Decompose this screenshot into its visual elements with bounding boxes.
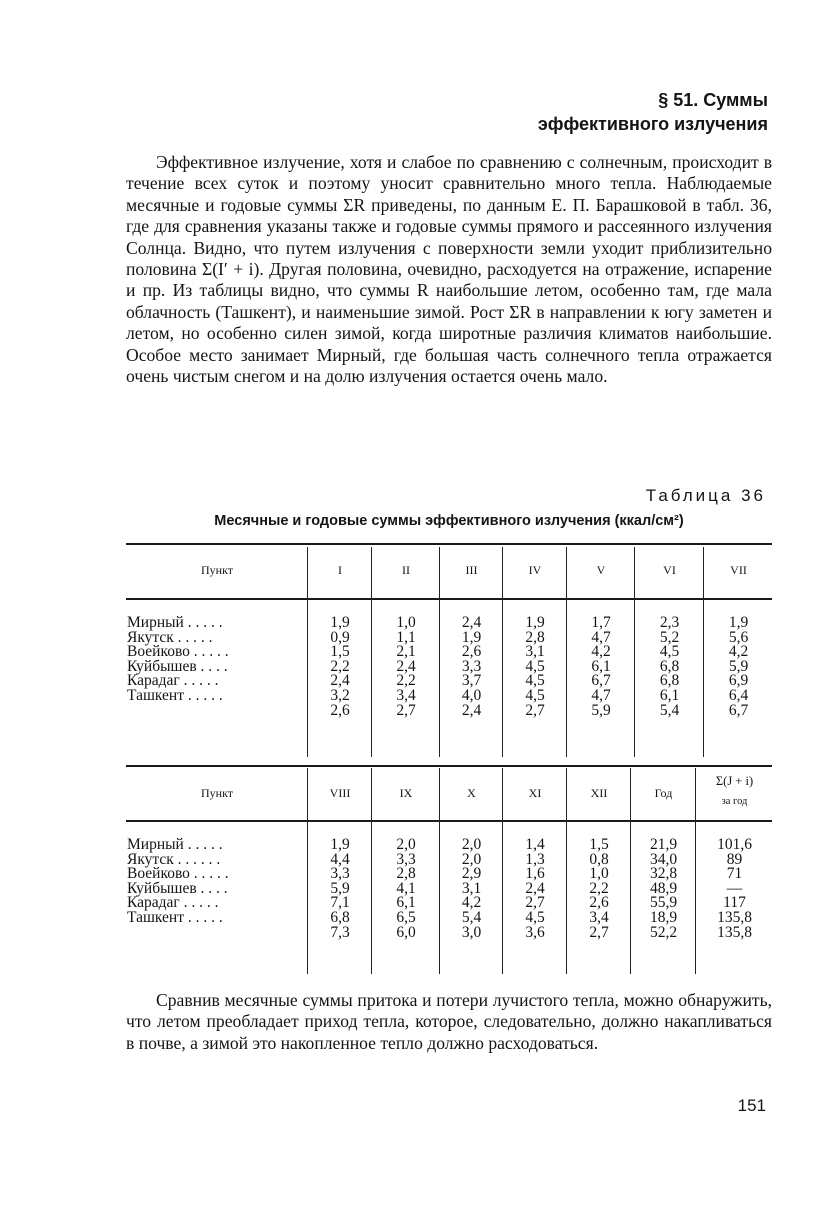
table1-col-divider [439,547,440,757]
table-cell: 1,5 [589,836,609,853]
table-cell: 1,9 [330,614,350,631]
table-cell: 2,2 [330,657,350,675]
table1-header-month: III [465,563,478,577]
table-cell: 1,0 [396,614,416,631]
table1-header-rule [126,598,772,600]
table-cell: 4,5 [525,672,545,690]
table1-col-divider [371,547,372,757]
table1-column-values [504,616,566,718]
table-cell: 2,2 [589,879,609,897]
station-name: Мирный . . . . . [127,614,223,631]
table-cell: 117 [723,894,746,912]
table-cell: 32,8 [649,865,678,883]
table2-col-divider [566,768,567,974]
table1-column-values [636,616,703,718]
table-cell: 4,5 [525,657,545,675]
table-cell: 2,7 [589,923,609,941]
table-cell: 2,9 [461,865,482,883]
section-heading-line1: § 51. Суммы [658,90,768,110]
table-cell: 3,3 [330,865,350,883]
table-cell: 1,6 [525,865,545,883]
table-cell: 2,6 [330,701,350,719]
station-name: Мирный . . . . . [127,836,223,853]
table1-column-values [373,616,439,718]
table1-col-divider [634,547,635,757]
table-cell: 4,4 [330,850,350,868]
station-name: Ташкент . . . . . [127,686,223,704]
page-number: 151 [737,1096,766,1115]
station-name: Карадаг . . . . . [127,672,219,690]
table-cell: 5,4 [461,908,482,926]
table-cell: 2,1 [396,643,416,661]
table-cell: 4,2 [461,894,482,912]
table-cell: 71 [726,865,743,883]
table-cell: 2,0 [461,836,482,853]
table2-header-year: Год [654,786,673,800]
table-cell: 4,5 [525,686,545,704]
table1-header-month: II [402,563,410,577]
table2-header-point: Пункт [200,786,233,800]
table-cell: 5,2 [659,628,680,646]
table2-header-month: XII [590,786,608,800]
table-cell: 1,9 [525,614,545,631]
table-cell: 4,2 [728,643,749,661]
table-cell: 21,9 [649,836,678,853]
table-cell: 4,5 [659,643,680,661]
table2-header-month: IX [399,786,413,800]
table-cell: 3,1 [525,643,545,661]
table-cell: 2,7 [525,701,545,719]
table-cell: 3,3 [461,657,482,675]
table-cell: 1,5 [330,643,350,661]
table-cell: 6,4 [728,686,749,704]
table-cell: 3,0 [461,923,482,941]
table2-column-values [632,838,695,940]
table-cell: 3,3 [396,850,416,868]
table1-col-divider [502,547,503,757]
table-cell: 2,8 [396,865,416,883]
table1-header-point: Пункт [200,563,233,577]
table-cell: 3,7 [461,672,482,690]
station-name: Карадаг . . . . . [127,894,219,912]
table-cell: 2,8 [525,628,545,646]
table-cell: 3,6 [525,923,545,941]
table-cell: 1,4 [525,836,545,853]
section-heading [538,88,768,136]
station-name: Воейково . . . . . [127,643,229,661]
table1-col-divider [703,547,704,757]
table-cell: 6,8 [659,672,680,690]
table-cell: 6,7 [728,701,749,719]
table-cell: 2,4 [396,657,416,675]
table-cell: 4,1 [396,879,416,897]
table-cell: 18,9 [649,908,678,926]
table2-col-divider [307,768,308,974]
table-cell: 2,4 [461,614,482,631]
section-heading-line2: эффективного излучения [537,114,768,134]
station-name: Ташкент . . . . . [127,908,223,926]
table2-station-list [127,838,229,926]
table-cell: 6,7 [591,672,611,690]
table1-col-divider [307,547,308,757]
table-cell: 135,8 [717,908,752,926]
table-cell: 2,6 [461,643,482,661]
table-cell: 3,4 [589,908,609,926]
table-cell: 1,3 [525,850,545,868]
table-cell: 6,5 [396,908,416,926]
table-cell: 6,8 [659,657,680,675]
table-cell: 2,6 [589,894,609,912]
table2-column-values [568,838,630,940]
station-name: Якутск . . . . . . [127,850,221,868]
table-cell: 6,1 [591,657,611,675]
table-cell: 52,2 [649,923,678,941]
table2-header-sum: Σ(J + i) [715,774,754,788]
table-cell: 6,8 [330,908,350,926]
table-cell: 2,4 [461,701,482,719]
table2-column-values [504,838,566,940]
table2-col-divider [439,768,440,974]
table2-column-values [441,838,502,940]
table-cell: 4,0 [461,686,482,704]
table-cell: 55,9 [649,894,678,912]
table-cell: 7,1 [330,894,350,912]
table1-column-values [441,616,502,718]
table-cell: 135,8 [717,923,752,941]
table1-column-values [309,616,371,718]
table2-top-rule [126,765,772,767]
table2-column-values [697,838,772,940]
table-cell: 2,4 [525,879,545,897]
table-cell: 6,9 [728,672,749,690]
paragraph-conclusion: Сравнив месячные суммы притока и потери лучистого тепла, можно обнаружить, что летом преобладает приход тепла, которое, следовательно, должно накапливаться в почве, а зимой это накопленное тепло должно расходоваться. [126,990,772,1053]
table1-col-divider [566,547,567,757]
table2-header-rule [126,820,772,822]
table-cell: 4,2 [591,643,611,661]
table1-header-month: IV [528,563,542,577]
table-cell: 6,0 [396,923,416,941]
table-cell: — [726,879,743,897]
table2-col-divider [502,768,503,974]
table-cell: 1,7 [591,614,611,631]
table2-column-values [373,838,439,940]
table2-column-values [309,838,371,940]
table2-col-divider [630,768,631,974]
station-name: Якутск . . . . . [127,628,213,646]
station-name: Куйбышев . . . . [127,879,228,897]
table-cell: 1,9 [330,836,350,853]
table-cell: 2,2 [396,672,416,690]
table-cell: 1,0 [589,865,609,883]
table2-col-divider [371,768,372,974]
table-cell: 4,5 [525,908,545,926]
table-cell: 5,4 [659,701,680,719]
station-name: Куйбышев . . . . [127,657,228,675]
table-cell: 3,2 [330,686,350,704]
table2-header-month: XI [528,786,542,800]
table-caption: Месячные и годовые суммы эффективного излучения (ккал/см²) [214,513,684,529]
table-cell: 89 [726,850,743,868]
table-cell: 2,7 [525,894,545,912]
table-cell: 34,0 [649,850,678,868]
station-name: Воейково . . . . . [127,865,229,883]
table-cell: 4,7 [591,686,611,704]
table2-header-month: X [467,786,476,800]
table-cell: 5,6 [728,628,749,646]
table-cell: 48,9 [649,879,678,897]
table-cell: 2,0 [461,850,482,868]
table1-header-month: V [596,563,606,577]
table-cell: 5,9 [330,879,350,897]
table-cell: 7,3 [330,923,350,941]
table-cell: 1,9 [461,628,482,646]
table2-header-sum-sub: за год [721,796,748,807]
table1-header-month: I [338,563,342,577]
table-cell: 2,4 [330,672,350,690]
paragraph-intro: Эффективное излучение, хотя и слабое по сравнению с солнечным, происходит в течение всех суток и поэтому уносит сравнительно много тепла. Наблюдаемые месячные и годовые суммы ΣR приведены, по данным Е. П. Барашковой в табл. 36, где для сравнения указаны также и годовые суммы прямого и рассеянного излучения Солнца. Видно, что путем излучения с поверхности земли уходит приблизительно половина Σ(I′ + i). Другая половина, очевидно, расходуется на отражение, испарение и пр. Из таблицы видно, что суммы R наибольшие летом, особенно там, где мала облачность (Ташкент), и наименьшие зимой. Рост ΣR в направлении к югу заметен и летом, но особенно силен зимой, когда широтные различия климатов наибольшие. Особое место занимает Мирный, где большая часть солнечного тепла отражается очень чистым снегом и на долю излучения остается очень мало. [126,152,772,387]
table1-column-values [705,616,772,718]
table1-header-month: VI [663,563,676,577]
table2-col-divider [695,768,696,974]
table-cell: 2,7 [396,701,416,719]
table-cell: 3,4 [396,686,416,704]
table-cell: 1,1 [396,628,416,646]
table-number: Таблица 36 [645,486,766,505]
table-cell: 4,7 [591,628,611,646]
table-cell: 5,9 [728,657,749,675]
table-cell: 0,9 [330,628,350,646]
table1-column-values [568,616,634,718]
table-cell: 101,6 [717,836,752,853]
table-cell: 0,8 [589,850,609,868]
table-cell: 6,1 [659,686,680,704]
table-cell: 2,0 [396,836,416,853]
table-cell: 2,3 [659,614,680,631]
table1-top-rule [126,543,772,545]
table-cell: 1,9 [728,614,749,631]
table1-header-month: VII [730,563,747,577]
table-cell: 5,9 [591,701,611,719]
table-cell: 3,1 [461,879,482,897]
table1-station-list [127,616,229,704]
table2-header-month: VIII [329,786,351,800]
table-cell: 6,1 [396,894,416,912]
